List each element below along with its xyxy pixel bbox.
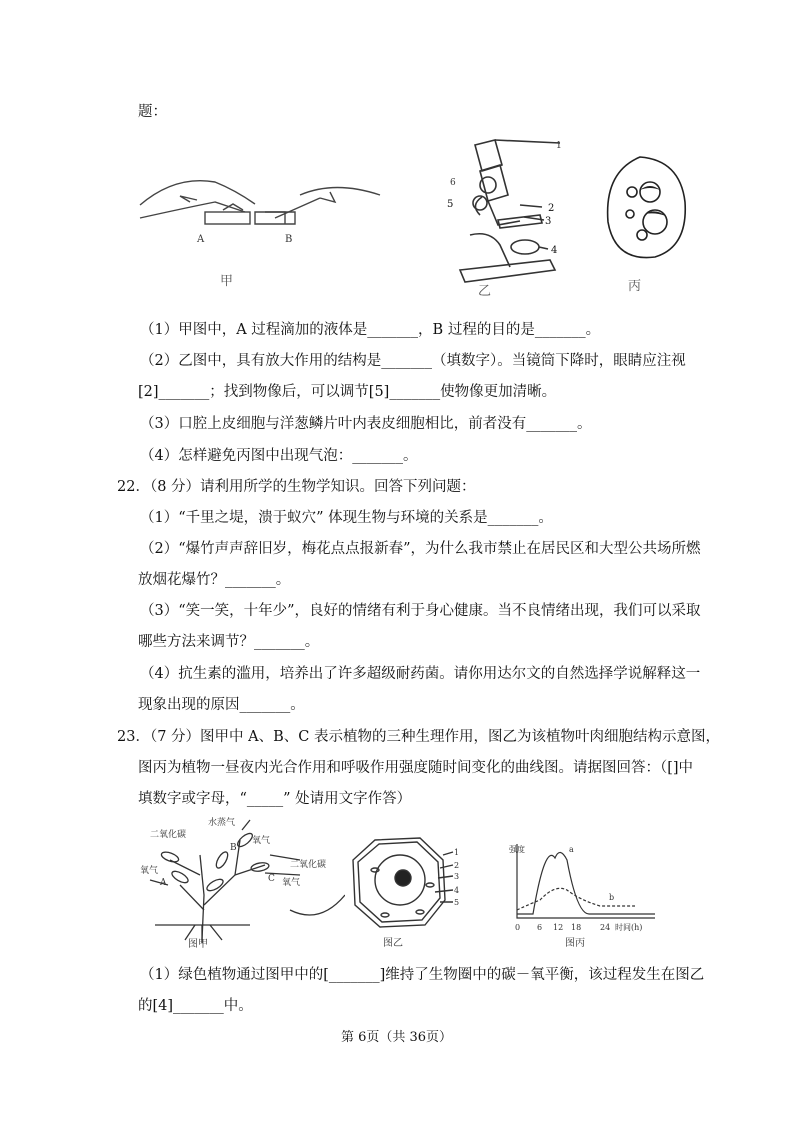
question-fragment: 题： [138, 104, 167, 120]
figure-curve [505, 838, 675, 950]
figure-curve-caption: 图丙 [565, 938, 585, 949]
microscope-label-1: 1 [556, 141, 562, 151]
label-co2-left: 二氧化碳 [150, 830, 187, 840]
figure-bing-caption: 丙 [628, 279, 642, 294]
q23-sub1-line1: （1）绿色植物通过图甲中的[_______]维持了生物圈中的碳－氧平衡，该过程发生在图乙 [140, 967, 705, 983]
label-c: C [268, 874, 275, 884]
microscope-label-3: 3 [545, 216, 552, 227]
microscope-label-5: 5 [447, 199, 454, 210]
microscope-label-6: 6 [450, 178, 456, 188]
tick-12: 12 [553, 923, 564, 932]
q21-sub3: （3）口腔上皮细胞与洋葱鳞片叶内表皮细胞相比，前者没有_______。 [140, 416, 592, 432]
figure-plant-caption: 图甲 [188, 939, 208, 950]
tick-0: 0 [515, 923, 521, 932]
q22-heading: 22．（8 分）请利用所学的生物学知识。回答下列问题： [117, 479, 476, 495]
q23-heading-line1: 23．（7 分）图甲中 A、B、C 表示植物的三种生理作用，图乙为该植物叶肉细胞结构示意图， [117, 729, 720, 745]
q21-sub4: （4）怎样避免丙图中出现气泡：_______。 [140, 448, 418, 464]
q21-sub1: （1）甲图中，A 过程滴加的液体是_______，B 过程的目的是_______。 [140, 322, 601, 338]
figure-plant [140, 815, 345, 950]
cell-label-1: 1 [454, 848, 460, 857]
label-water-vapor: 水蒸气 [208, 818, 236, 828]
tick-6: 6 [537, 923, 543, 932]
page-footer: 第 6页（共 36页） [340, 1030, 453, 1045]
q23-heading-line3: 填数字或字母，“_____” 处请用文字作答） [138, 791, 412, 807]
label-a: A [160, 878, 167, 888]
cell-label-4: 4 [454, 886, 460, 895]
q23-sub1-line2: 的[4]_______中。 [138, 998, 253, 1014]
figure-yi-microscope [440, 135, 570, 300]
microscope-label-2: 2 [548, 203, 555, 214]
figure-jia-caption: 甲 [220, 274, 234, 289]
curve-a-label: a [569, 845, 574, 854]
q22-sub2-line1: （2）“爆竹声声辞旧岁，梅花点点报新春”，为什么我市禁止在居民区和大型公共场所燃 [140, 541, 701, 557]
cell-label-5: 5 [454, 898, 460, 907]
q22-sub2-line2: 放烟花爆竹？_______。 [138, 572, 291, 588]
cell-label-2: 2 [454, 861, 460, 870]
figure-jia-slide-prep [135, 160, 385, 300]
label-o2-left: 氧气 [140, 866, 159, 876]
cell-label-3: 3 [454, 872, 460, 881]
label-o2-right: 氧气 [252, 836, 271, 846]
figure-cell [345, 830, 460, 950]
curve-x-axis-label: 时间(h) [615, 923, 643, 932]
q22-sub1: （1）“千里之堤，溃于蚁穴” 体现生物与环境的关系是_______。 [140, 510, 553, 526]
q22-sub4-line2: 现象出现的原因_______。 [138, 697, 305, 713]
tick-18: 18 [571, 923, 582, 932]
label-co2-right: 二氧化碳 [290, 860, 327, 870]
microscope-label-4: 4 [551, 245, 558, 256]
figure-bing-bubbles [600, 152, 690, 297]
tick-24: 24 [600, 923, 611, 932]
figure-jia-label-b: B [285, 234, 293, 245]
q22-sub3-line1: （3）“笑一笑，十年少”，良好的情绪有利于身心健康。当不良情绪出现，我们可以采取 [140, 603, 701, 619]
curve-y-axis-label: 强度 [509, 845, 525, 854]
q23-heading-line2: 图丙为植物一昼夜内光合作用和呼吸作用强度随时间变化的曲线图。请据图回答：（[]中 [138, 760, 694, 776]
curve-b-label: b [609, 893, 615, 902]
figure-cell-caption: 图乙 [383, 938, 403, 949]
label-b: B [230, 843, 237, 853]
figure-yi-caption: 乙 [478, 284, 492, 299]
q22-sub4-line1: （4）抗生素的滥用，培养出了许多超级耐药菌。请你用达尔文的自然选择学说解释这一 [140, 666, 701, 682]
label-o2-far: 氧气 [282, 878, 301, 888]
figure-jia-label-a: A [197, 234, 205, 245]
q22-sub3-line2: 哪些方法来调节？_______。 [138, 634, 320, 650]
q21-sub2-line2: [2]_______；找到物像后，可以调节[5]_______使物像更加清晰。 [138, 384, 557, 400]
q21-sub2-line1: （2）乙图中，具有放大作用的结构是_______（填数字）。当镜筒下降时，眼睛应注视 [140, 353, 686, 369]
